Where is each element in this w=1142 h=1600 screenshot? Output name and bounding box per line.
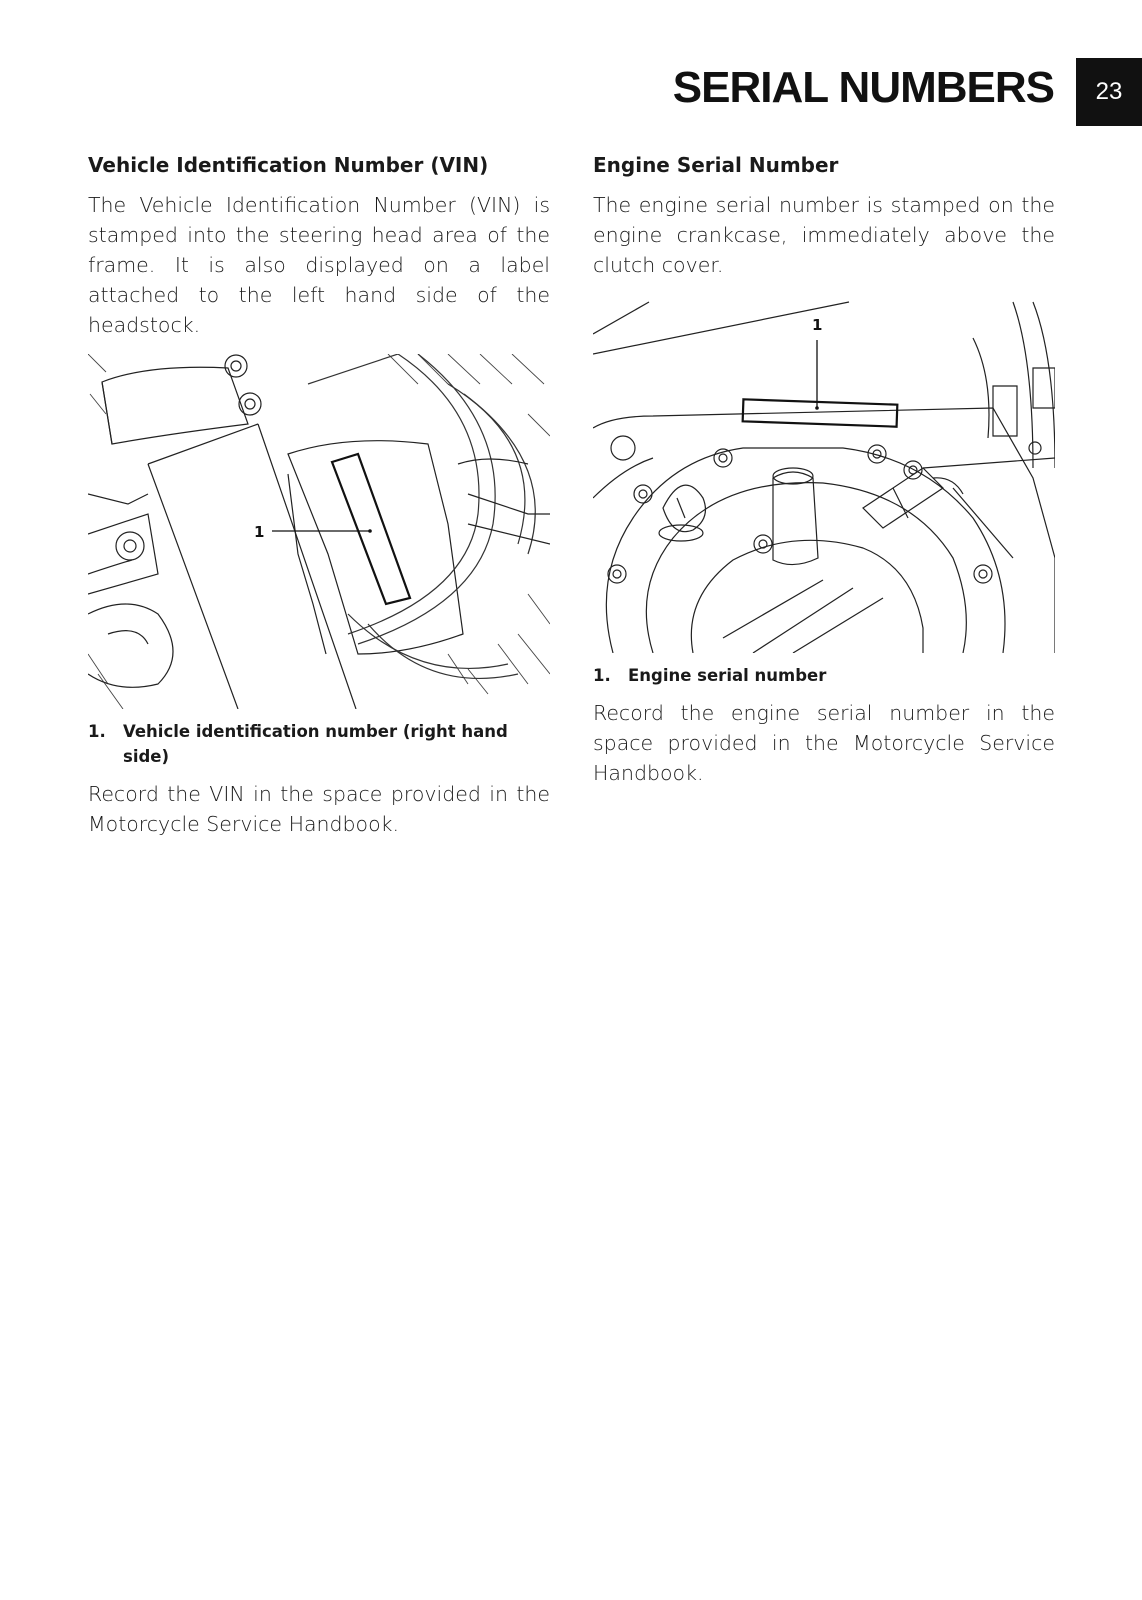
engine-intro-text: The engine serial number is stamped on the engine crankcase, immediately above the clutch cover. bbox=[593, 193, 1055, 277]
page-title: SERIAL NUMBERS bbox=[672, 63, 1054, 112]
headstock bbox=[288, 441, 463, 654]
engine-caption-text: Engine serial number bbox=[628, 666, 827, 685]
fork-tube bbox=[148, 424, 356, 709]
vin-caption-number: 1. bbox=[88, 722, 106, 741]
engine-illustration bbox=[593, 298, 1055, 653]
vin-callout-number: 1 bbox=[254, 523, 265, 541]
cables bbox=[308, 354, 535, 678]
page-number-tab: 23 bbox=[1076, 58, 1142, 126]
engine-heading: Engine Serial Number bbox=[593, 153, 839, 177]
engine-callout-number: 1 bbox=[812, 316, 823, 334]
frame-lines bbox=[593, 302, 1055, 468]
clamp-bolts bbox=[225, 355, 261, 415]
engine-record-text: Record the engine serial number in the space provided in the Motorcycle Service Handbook. bbox=[593, 701, 1055, 785]
vin-stamp-outline bbox=[332, 454, 410, 604]
fork-clamp bbox=[102, 367, 248, 444]
vin-intro-text: The Vehicle Identification Number (VIN) is stamped into the steering head area of the frame. It is also displayed on a label attached to the left hand side of the headstock. bbox=[88, 193, 550, 337]
vin-caption-text: Vehicle identification number (right hand side) bbox=[123, 722, 508, 766]
crankcase bbox=[593, 408, 1055, 653]
vin-record-text: Record the VIN in the space provided in the Motorcycle Service Handbook. bbox=[88, 782, 550, 836]
engine-caption-number: 1. bbox=[593, 666, 611, 685]
engine-section bbox=[593, 152, 1055, 788]
vin-section bbox=[88, 152, 550, 839]
vin-illustration bbox=[88, 354, 550, 709]
left-parts bbox=[88, 459, 550, 687]
engine-caption bbox=[593, 663, 1055, 688]
vin-caption bbox=[88, 719, 550, 769]
vin-heading: Vehicle Identification Number (VIN) bbox=[88, 153, 489, 177]
clutch-arm bbox=[863, 458, 1055, 558]
